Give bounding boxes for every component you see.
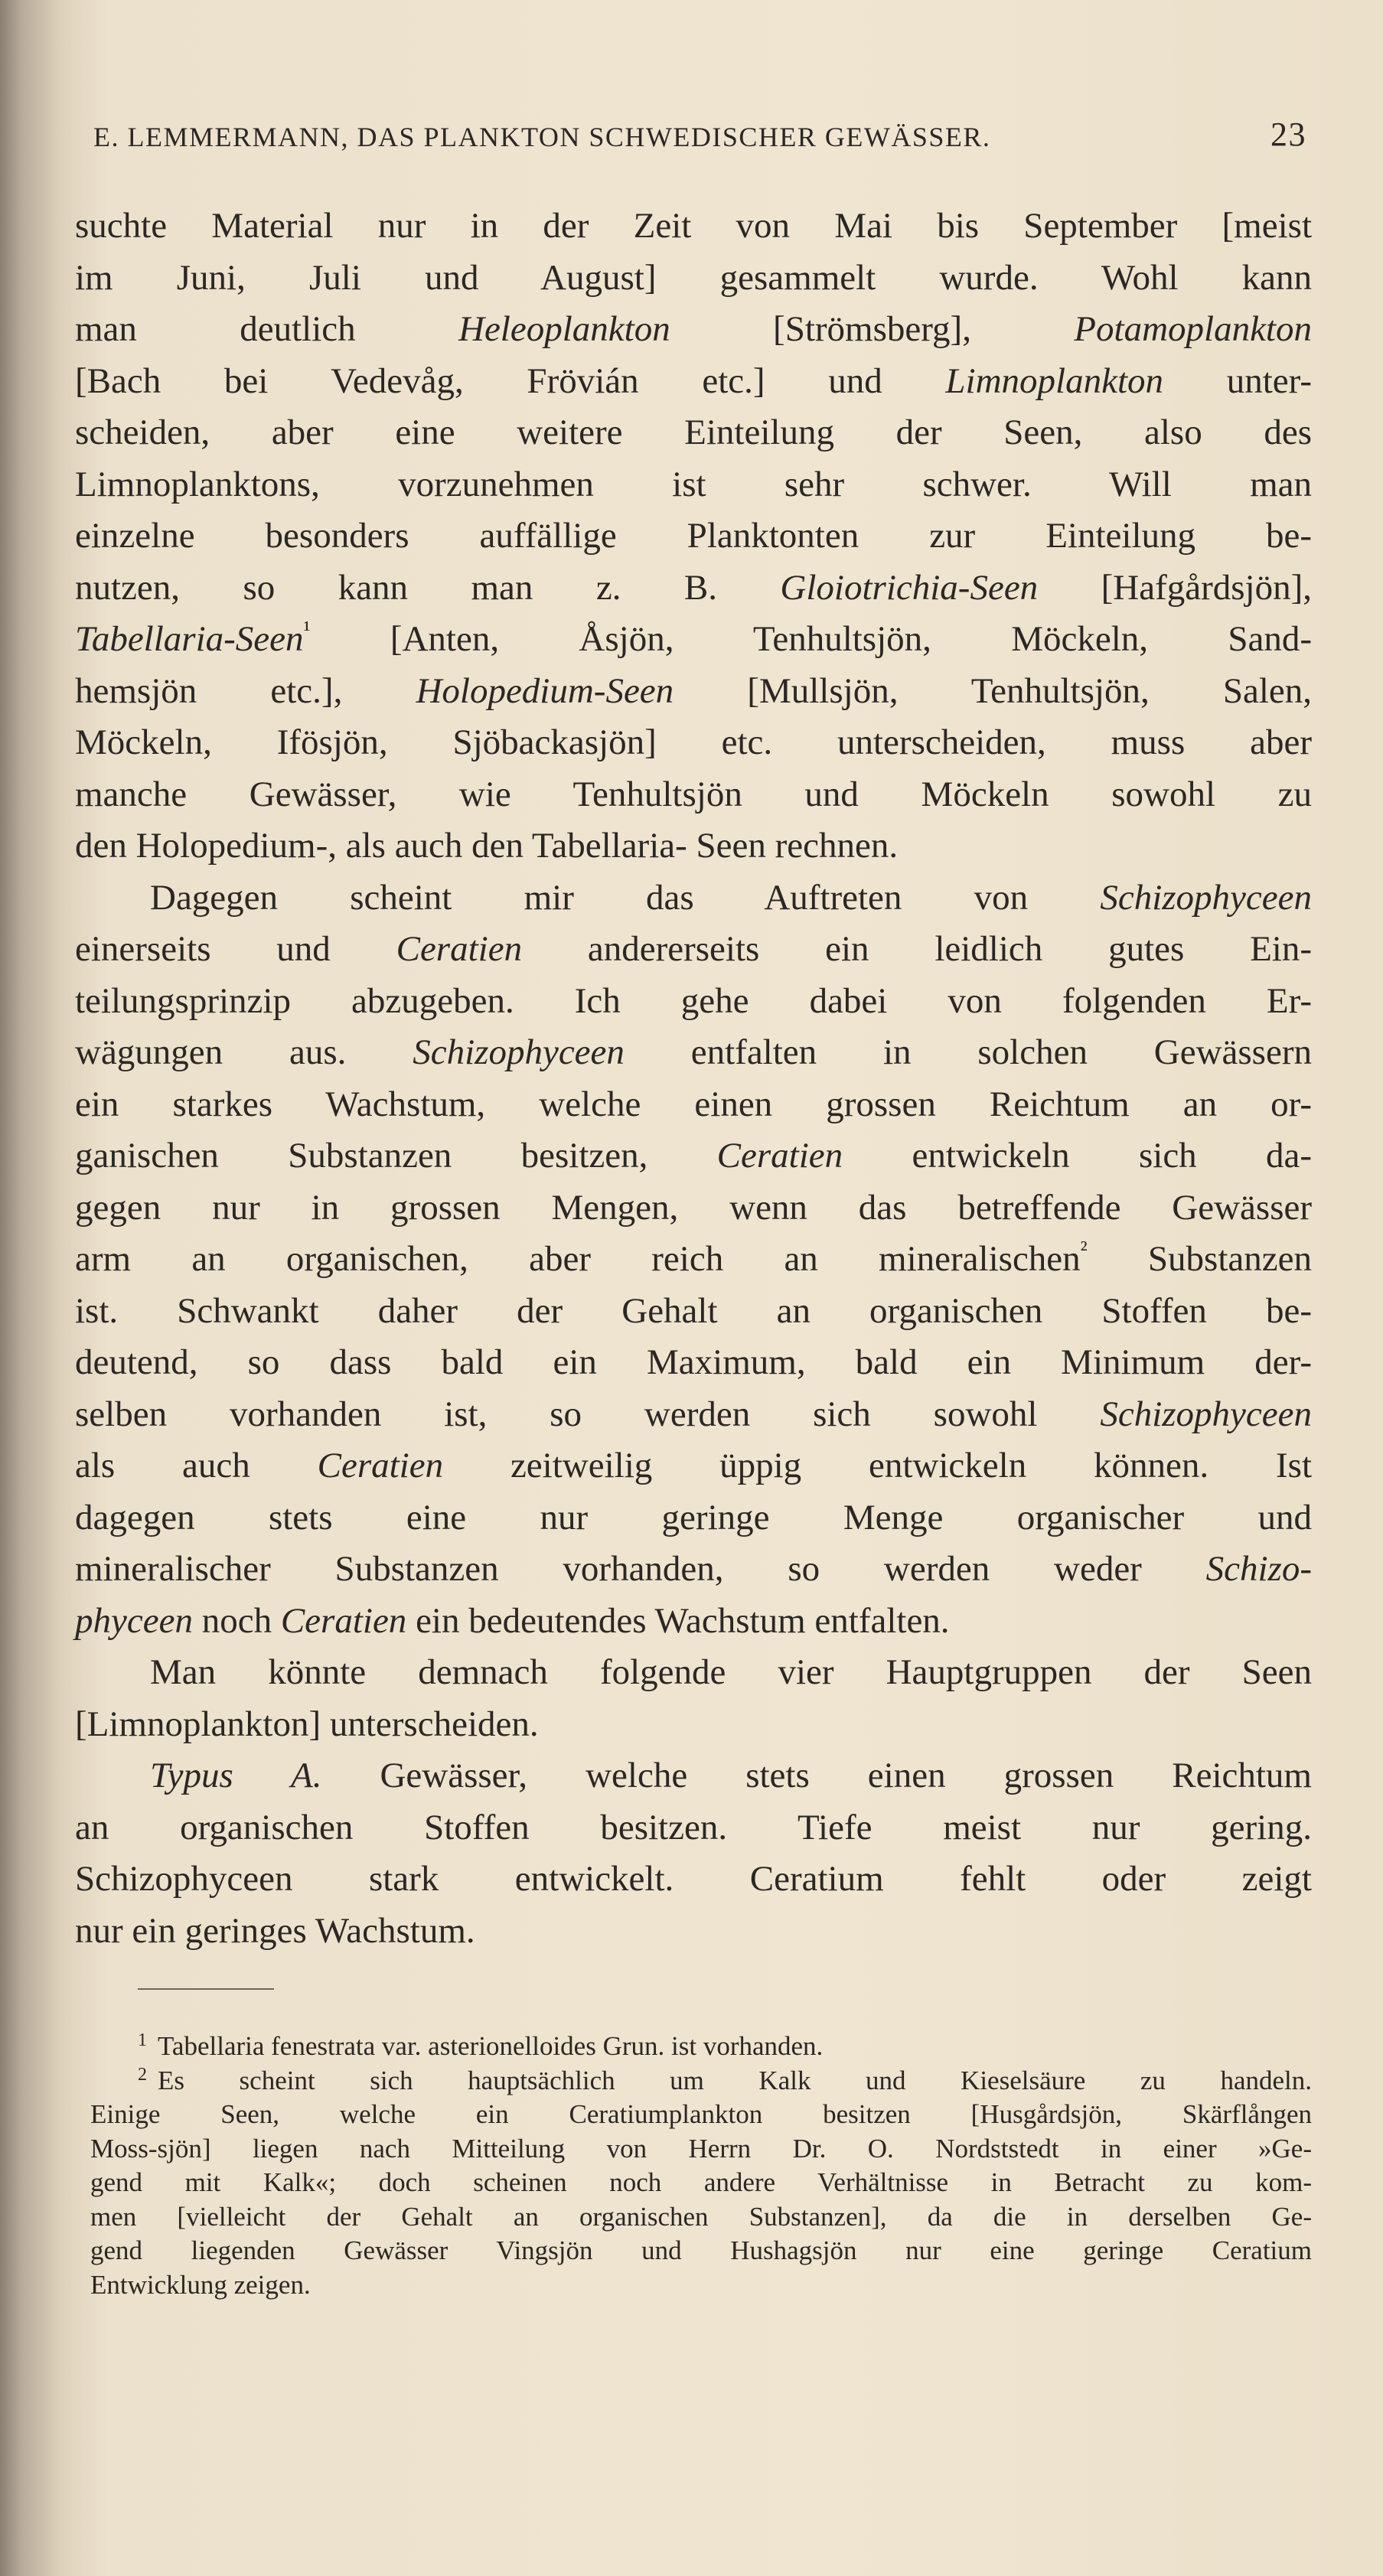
text-run: noch — [192, 1600, 281, 1641]
footnote-text: Einige Seen, welche ein Ceratiumplankton besitzen [Husgårdsjön, Skärflången — [90, 2099, 1312, 2129]
footnote-ref: ² — [1080, 1237, 1088, 1262]
italic-term: Potamoplankton — [1074, 309, 1312, 349]
italic-term: Tabellaria-Seen — [75, 619, 304, 659]
text-run: nur ein geringes Wachstum. — [75, 1910, 475, 1951]
text-line — [75, 1079, 1312, 1131]
text-run: entwickeln sich da- — [843, 1136, 1312, 1176]
text-run: ist. Schwankt daher der Gehalt an organischen Stoffen be- — [75, 1290, 1312, 1331]
page-number: 23 — [1270, 116, 1306, 153]
footnote-text: Entwicklung zeigen. — [90, 2269, 311, 2300]
italic-term: Limnoplankton — [945, 360, 1164, 401]
text-run: einzelne besonders auffällige Planktonten zur Einteilung be- — [75, 516, 1312, 556]
text-run: man deutlich — [75, 309, 458, 349]
text-line — [75, 1492, 1312, 1544]
text-run: arm an organischen, aber reich an mineralischen — [75, 1239, 1081, 1279]
text-line — [75, 1389, 1312, 1441]
text-line — [75, 1906, 1312, 1958]
text-run: im Juni, Juli und August] gesammelt wurde. Wohl kann — [75, 257, 1312, 298]
text-line — [75, 1647, 1312, 1699]
text-run: hemsjön etc.], — [75, 670, 416, 711]
text-run: entfalten in solchen Gewässern — [624, 1032, 1312, 1072]
text-run: wägungen aus. — [75, 1032, 413, 1072]
text-line — [75, 1130, 1312, 1182]
footnote-text: Tabellaria fenestrata var. asterionelloides Grun. ist vorhanden. — [158, 2031, 824, 2061]
italic-term: Ceratien — [280, 1600, 407, 1641]
footnote-text: Moss-sjön] liegen nach Mitteilung von Herrn Dr. O. Nordststedt in einer »Ge- — [90, 2133, 1312, 2164]
footnote-text: gend mit Kalk«; doch scheinen noch andere Verhältnisse in Betracht zu kom- — [90, 2167, 1312, 2197]
footnotes — [90, 2030, 1312, 2302]
text-line — [75, 924, 1312, 976]
text-run: gegen nur in grossen Mengen, wenn das betreffende Gewässer — [75, 1187, 1312, 1228]
text-line — [75, 976, 1312, 1028]
footnote-line — [90, 2234, 1312, 2268]
footnote-line — [90, 2268, 1312, 2303]
text-line — [75, 1802, 1312, 1854]
text-line — [75, 304, 1312, 356]
text-line — [75, 459, 1312, 511]
text-run: suchte Material nur in der Zeit von Mai bis September [meist — [75, 206, 1312, 246]
text-line — [75, 1286, 1312, 1338]
italic-term: Ceratien — [317, 1446, 444, 1485]
footnote-line — [90, 2132, 1312, 2167]
text-line — [75, 1854, 1312, 1906]
text-line — [75, 1440, 1312, 1492]
text-run: [Strömsberg], — [670, 309, 1075, 349]
text-run: ein bedeutendes Wachstum entfalten. — [406, 1600, 950, 1641]
text-run: dagegen stets eine nur geringe Menge organischer und — [75, 1497, 1312, 1537]
text-run: ganischen Substanzen besitzen, — [75, 1136, 717, 1176]
text-run: mineralischer Substanzen vorhanden, so werden weder — [75, 1549, 1206, 1589]
italic-term: Schizophyceen — [413, 1032, 625, 1072]
text-line — [75, 356, 1312, 408]
text-run: unter- — [1163, 360, 1313, 401]
text-line — [75, 407, 1312, 459]
italic-term: Schizo- — [1205, 1549, 1312, 1589]
footnote-line — [90, 2098, 1312, 2132]
footnote-ref: ¹ — [303, 617, 311, 642]
text-line — [75, 201, 1312, 253]
italic-term: Schizophyceen — [1100, 877, 1312, 918]
footnote-text: gend liegenden Gewässer Vingsjön und Hushagsjön nur eine geringe Ceratium — [90, 2235, 1312, 2265]
text-run: selben vorhanden ist, so werden sich sowohl — [75, 1394, 1101, 1434]
main-text — [75, 201, 1312, 1957]
text-line — [75, 1182, 1312, 1234]
text-line — [75, 614, 1312, 666]
text-line — [75, 820, 1312, 872]
text-line — [75, 1596, 1312, 1648]
text-line — [75, 872, 1312, 924]
italic-term: Gloiotrichia-Seen — [780, 567, 1039, 608]
footnote-rule — [138, 1988, 274, 1990]
text-run: [Bach bei Vedevåg, Frövián etc.] und — [75, 360, 946, 401]
running-header — [93, 116, 1306, 159]
text-run: als auch — [75, 1446, 318, 1485]
text-line — [75, 1750, 1312, 1802]
text-line — [75, 1234, 1312, 1286]
text-run: scheiden, aber eine weitere Einteilung der Seen, also des — [75, 412, 1312, 452]
italic-term: Heleoplankton — [458, 309, 670, 349]
text-run: Möckeln, Ifösjön, Sjöbackasjön] etc. unterscheiden, muss aber — [75, 722, 1312, 762]
footnote-line — [90, 2030, 1312, 2064]
text-run: [Anten, Åsjön, Tenhultsjön, Möckeln, Sand- — [310, 619, 1312, 659]
text-run: zeitweilig üppig entwickeln können. Ist — [443, 1446, 1312, 1485]
text-run: Dagegen scheint mir das Auftreten von — [150, 877, 1101, 918]
text-line — [75, 666, 1312, 718]
footnote-mark: 1 — [138, 2030, 147, 2050]
text-run: manche Gewässer, wie Tenhultsjön und Möckeln sowohl zu — [75, 774, 1312, 814]
text-line — [75, 1337, 1312, 1389]
text-run: den Holopedium-, als auch den Tabellaria- Seen rechnen. — [75, 826, 899, 866]
text-run: Schizophyceen stark entwickelt. Ceratium fehlt oder zeigt — [75, 1859, 1312, 1899]
italic-term: Schizophyceen — [1100, 1394, 1312, 1434]
footnote-text: Es scheint sich hauptsächlich um Kalk und Kieselsäure zu handeln. — [158, 2065, 1312, 2095]
text-run: Man könnte demnach folgende vier Hauptgruppen der Seen — [150, 1652, 1312, 1692]
text-line — [75, 1544, 1312, 1596]
italic-term: Ceratien — [396, 929, 523, 969]
text-run: nutzen, so kann man z. B. — [75, 567, 781, 608]
footnote-mark: 2 — [138, 2064, 147, 2085]
text-run: [Hafgårdsjön], — [1038, 567, 1312, 608]
text-line — [75, 769, 1312, 821]
text-run: [Mullsjön, Tenhultsjön, Salen, — [674, 670, 1312, 711]
text-run: andererseits ein leidlich gutes Ein- — [522, 929, 1312, 969]
footnote-line — [90, 2200, 1312, 2235]
text-run: Gewässer, welche stets einen grossen Reichtum — [321, 1756, 1312, 1795]
text-line — [75, 562, 1312, 615]
italic-term: Holopedium-Seen — [416, 670, 674, 711]
footnote-text: men [vielleicht der Gehalt an organischen Substanzen], da die in derselben Ge- — [90, 2201, 1312, 2232]
text-line — [75, 253, 1312, 305]
text-line — [75, 1027, 1312, 1079]
text-line — [75, 1699, 1312, 1751]
italic-term: phyceen — [75, 1600, 193, 1641]
text-run: an organischen Stoffen besitzen. Tiefe meist nur gering. — [75, 1807, 1312, 1847]
footnote-line — [90, 2166, 1312, 2200]
text-run: Limnoplanktons, vorzunehmen ist sehr schwer. Will man — [75, 464, 1312, 504]
text-run: einerseits und — [75, 929, 396, 969]
footnote-line — [90, 2064, 1312, 2098]
text-run: teilungsprinzip abzugeben. Ich gehe dabei von folgenden Er- — [75, 980, 1312, 1021]
text-line — [75, 510, 1312, 562]
italic-term: Typus A. — [150, 1756, 322, 1795]
text-line — [75, 717, 1312, 769]
running-title: E. LEMMERMANN, DAS PLANKTON SCHWEDISCHER GEWÄSSER. — [93, 122, 991, 152]
text-run: ein starkes Wachstum, welche einen grossen Reichtum an or- — [75, 1084, 1312, 1124]
text-run: [Limnoplankton] unterscheiden. — [75, 1704, 539, 1744]
text-run: Substanzen — [1087, 1239, 1312, 1279]
italic-term: Ceratien — [716, 1136, 843, 1176]
text-run: deutend, so dass bald ein Maximum, bald ein Minimum der- — [75, 1342, 1312, 1382]
